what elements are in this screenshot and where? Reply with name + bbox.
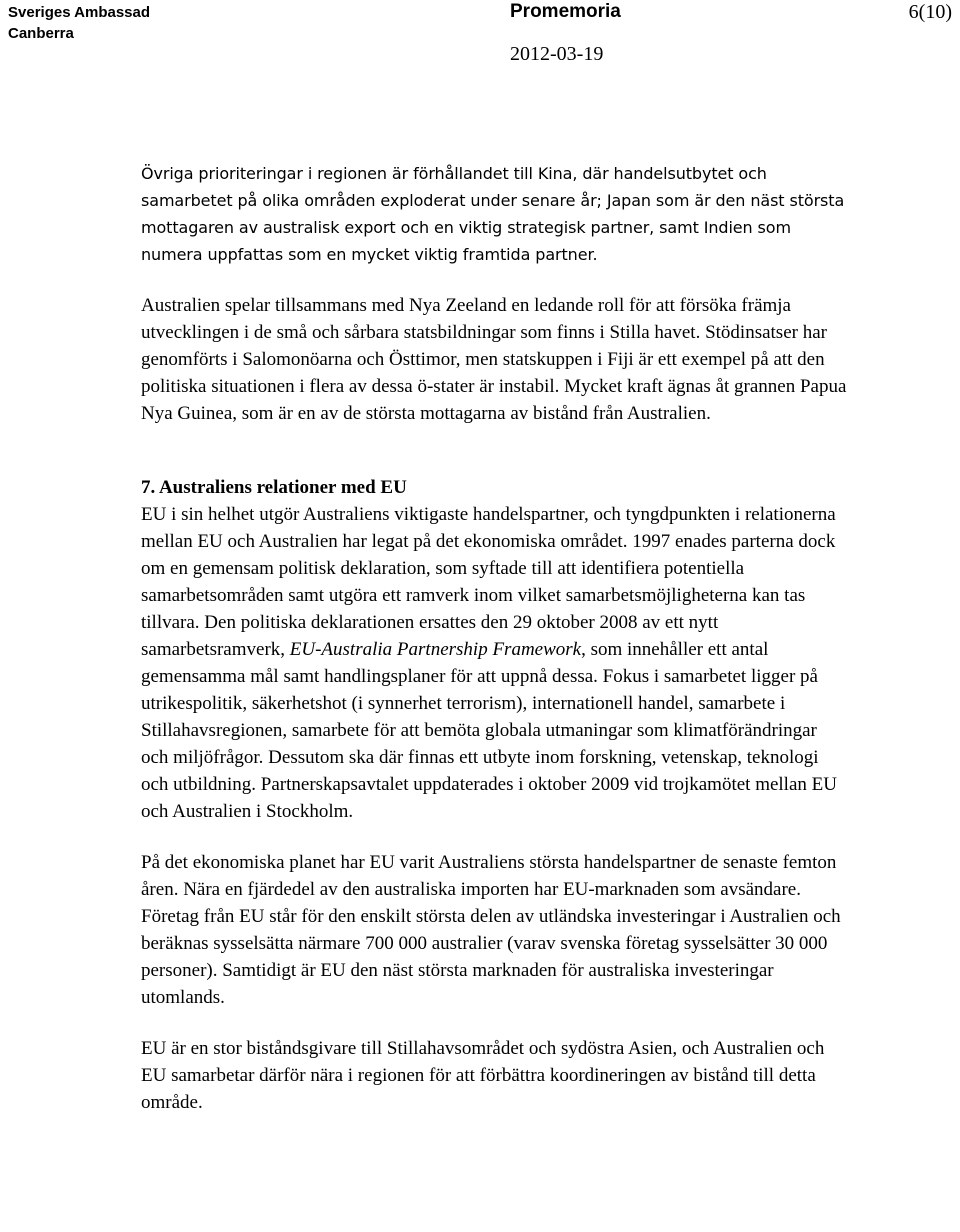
city-name: Canberra xyxy=(8,25,74,42)
document-date: 2012-03-19 xyxy=(510,43,604,65)
paragraph-regional-priorities: Övriga prioriteringar i regionen är förhållandet till Kina, där handelsutbytet och samarbetet på olika områden exploderat under senare år; Japan som är den näst största mottagaren av australisk export och en viktig strategisk partner, samt Indien som numera uppfattas som en mycket viktig framtida partner. xyxy=(141,164,845,264)
page-number: 6(10) xyxy=(908,1,952,23)
organization-name: Sveriges Ambassad xyxy=(8,4,151,21)
section-heading: 7. Australiens relationer med EU xyxy=(141,477,407,498)
sender-block xyxy=(8,2,150,44)
paragraph-eu-relations xyxy=(141,501,847,825)
paragraph-eu-relations-part2: , som innehåller ett antal gemensamma mål samt handlingsplaner för att uppnå dessa. Fokus i samarbetet ligger på utrikespolitik, säkerhetshot (i synnerhet terrorism), internationell handel, samarbete i Stillahavsregionen, samarbete för att bemöta globala utmaningar som klimatförändringar och miljöfrågor. Dessutom ska där finnas ett utbyte inom forskning, vetenskap, teknologi och utbildning. Partnerskapsavtalet uppdaterades i oktober 2009 vid trojkamötet mellan EU och Australien i Stockholm. xyxy=(141,639,837,822)
document-type: Promemoria xyxy=(510,1,621,22)
paragraph-eu-relations-part1: EU i sin helhet utgör Australiens viktigaste handelspartner, och tyngdpunkten i relationerna mellan EU och Australien har legat på det ekonomiska området. 1997 enades parterna dock om en gemensam politisk deklaration, som syftade till att identifiera potentiella samarbetsområden samt utgöra ett ramverk inom vilket samarbetsmöjligheterna kan tas tillvara. Den politiska deklarationen ersattes den 29 oktober 2008 av ett nytt samarbetsramverk, xyxy=(141,504,836,660)
document-body xyxy=(141,160,847,1116)
framework-title: EU-Australia Partnership Framework xyxy=(289,639,582,660)
paragraph-aid: EU är en stor biståndsgivare till Stillahavsområdet och sydöstra Asien, och Australien och EU samarbetar därför nära i regionen för att förbättra koordineringen av bistånd till detta område. xyxy=(141,1038,825,1113)
paragraph-pacific-role: Australien spelar tillsammans med Nya Zeeland en ledande roll för att försöka främja utvecklingen i de små och sårbara statsbildningar som finns i Stilla havet. Stödinsatser har genomförts i Salomonöarna och Östtimor, men statskuppen i Fiji är ett exempel på att den politiska situationen i flera av dessa ö-stater är instabil. Mycket kraft ägnas åt grannen Papua Nya Guinea, som är en av de största mottagarna av bistånd från Australien. xyxy=(141,295,847,424)
paragraph-economic: På det ekonomiska planet har EU varit Australiens största handelspartner de senaste femton åren. Nära en fjärdedel av den australiska importen har EU-marknaden som avsändare. Företag från EU står för den enskilt största delen av utländska investeringar i Australien och beräknas sysselsätta närmare 700 000 australier (varav svenska företag sysselsätter 30 000 personer). Samtidigt är EU den näst största marknaden för australiska investeringar utomlands. xyxy=(141,852,841,1008)
